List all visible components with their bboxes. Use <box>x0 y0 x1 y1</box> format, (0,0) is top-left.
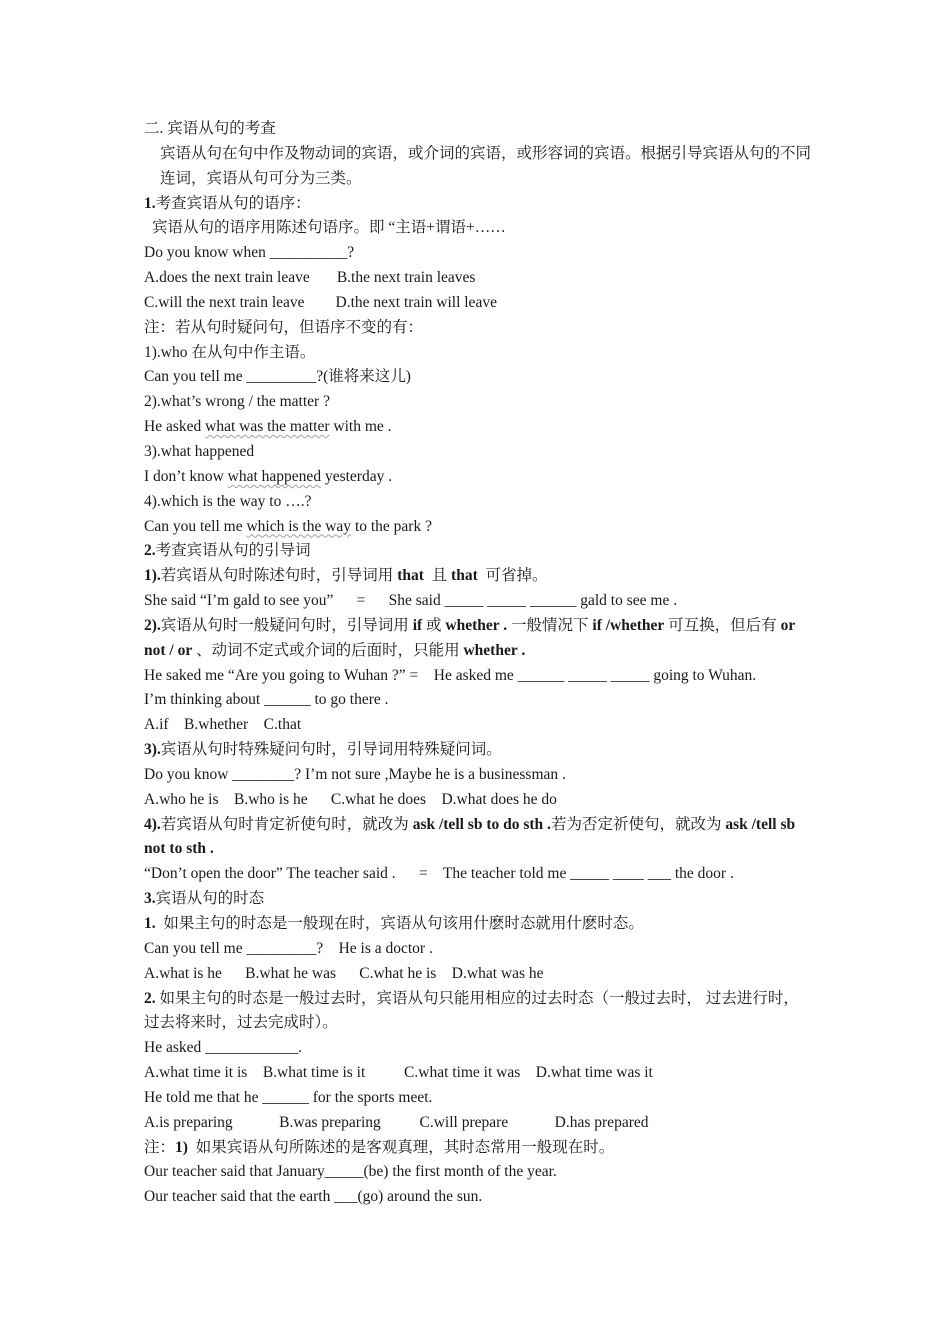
rule2-options: A.if B.whether C.that <box>144 716 302 734</box>
tense1-example: Can you tell me _________? He is a doctor . <box>144 939 433 957</box>
part2-number: 2. <box>144 542 156 560</box>
rule3: 3).宾语从句时特殊疑问句时，引导词用特殊疑问词。 <box>144 741 502 759</box>
note2-example: He asked what was the matter with me . <box>144 418 392 436</box>
underlined-clause: what was the matter <box>205 418 330 436</box>
underlined-clause: what happened <box>227 467 322 485</box>
rule4: 4).若宾语从句时肯定祈使句时，就改为 ask /tell sb to do sth .若为否定祈使句，就改为 ask /tell sb not to sth . <box>144 815 796 858</box>
underlined-clause: which is the way <box>246 517 352 535</box>
note1-heading: 1).who 在从句中作主语。 <box>144 343 316 361</box>
part1-note: 注：若从句时疑问句，但语序不变的有： <box>144 318 424 336</box>
part3-heading: 3.宾语从句的时态 <box>144 890 265 908</box>
rule2-example2: I’m thinking about ______ to go there . <box>144 691 389 709</box>
part1-options-ab: A.does the next train leave B.the next train leaves <box>144 269 476 287</box>
intro-paragraph: 宾语从句在句中作及物动词的宾语，或介词的宾语，或形容词的宾语。根据引导宾语从句的不同连词，宾语从句可分为三类。 <box>160 144 812 187</box>
rule2: 2).宾语从句时一般疑问句时，引导词用 if 或 whether . 一般情况下 if /whether 可互换，但后有 or not / or 、动词不定式或介词的后面时，只能用 whether . <box>144 616 795 659</box>
document-page <box>144 117 814 1210</box>
part2-heading: 2.考查宾语从句的引导词 <box>144 542 311 560</box>
part1-heading: 1.考查宾语从句的语序： <box>144 194 311 212</box>
tense2-options2: A.is preparing B.was preparing C.will prepare D.has prepared <box>144 1113 649 1131</box>
note2-heading: 2).what’s wrong / the matter ? <box>144 393 330 411</box>
truth-example-earth: Our teacher said that the earth ___(go) around the sun. <box>144 1188 483 1206</box>
truth-example-january: Our teacher said that January_____(be) the first month of the year. <box>144 1163 557 1181</box>
note3-heading: 3).what happened <box>144 442 255 460</box>
rule4-example: “Don’t open the door” The teacher said . = The teacher told me _____ ____ ___ the door . <box>144 865 734 883</box>
note4-heading: 4).which is the way to ….? <box>144 492 312 510</box>
part1-rule: 宾语从句的语序用陈述句语序。即 “主语+谓语+…… <box>152 219 506 237</box>
part1-question: Do you know when __________? <box>144 244 355 262</box>
section-title: 二. 宾语从句的考查 <box>144 120 276 137</box>
part1-number: 1. <box>144 194 156 212</box>
rule2-example1: He saked me “Are you going to Wuhan ?” = He asked me ______ _____ _____ going to Wuhan. <box>144 666 757 684</box>
rule1: 1).若宾语从句时陈述句时，引导词用 that 且 that 可省掉。 <box>144 567 548 585</box>
truth-note: 注：1) 如果宾语从句所陈述的是客观真理，其时态常用一般现在时。 <box>144 1138 615 1156</box>
rule3-example: Do you know ________? I’m not sure ,Maybe he is a businessman . <box>144 765 566 783</box>
tense2: 2. 如果主句的时态是一般过去时，宾语从句只能用相应的过去时态（一般过去时， 过去进行时， 过去将来时，过去完成时）。 <box>144 989 799 1032</box>
part3-number: 3. <box>144 890 156 908</box>
tense2-example1: He asked ____________. <box>144 1039 302 1057</box>
tense1: 1. 如果主句的时态是一般现在时，宾语从句该用什麽时态就用什麽时态。 <box>144 915 644 932</box>
tense2-options1: A.what time it is B.what time is it C.what time it was D.what time was it <box>144 1064 653 1082</box>
rule1-example: She said “I’m gald to see you” = She said _____ _____ ______ gald to see me . <box>144 592 678 610</box>
note3-example: I don’t know what happened yesterday . <box>144 467 393 485</box>
note1-example: Can you tell me _________?(谁将来这儿) <box>144 368 411 386</box>
rule3-options: A.who he is B.who is he C.what he does D.what does he do <box>144 790 557 808</box>
tense2-example2: He told me that he ______ for the sports meet. <box>144 1088 433 1106</box>
tense1-options: A.what is he B.what he was C.what he is D.what was he <box>144 964 544 982</box>
note4-example: Can you tell me which is the way to the park ? <box>144 517 432 535</box>
part1-options-cd: C.will the next train leave D.the next train will leave <box>144 293 497 311</box>
